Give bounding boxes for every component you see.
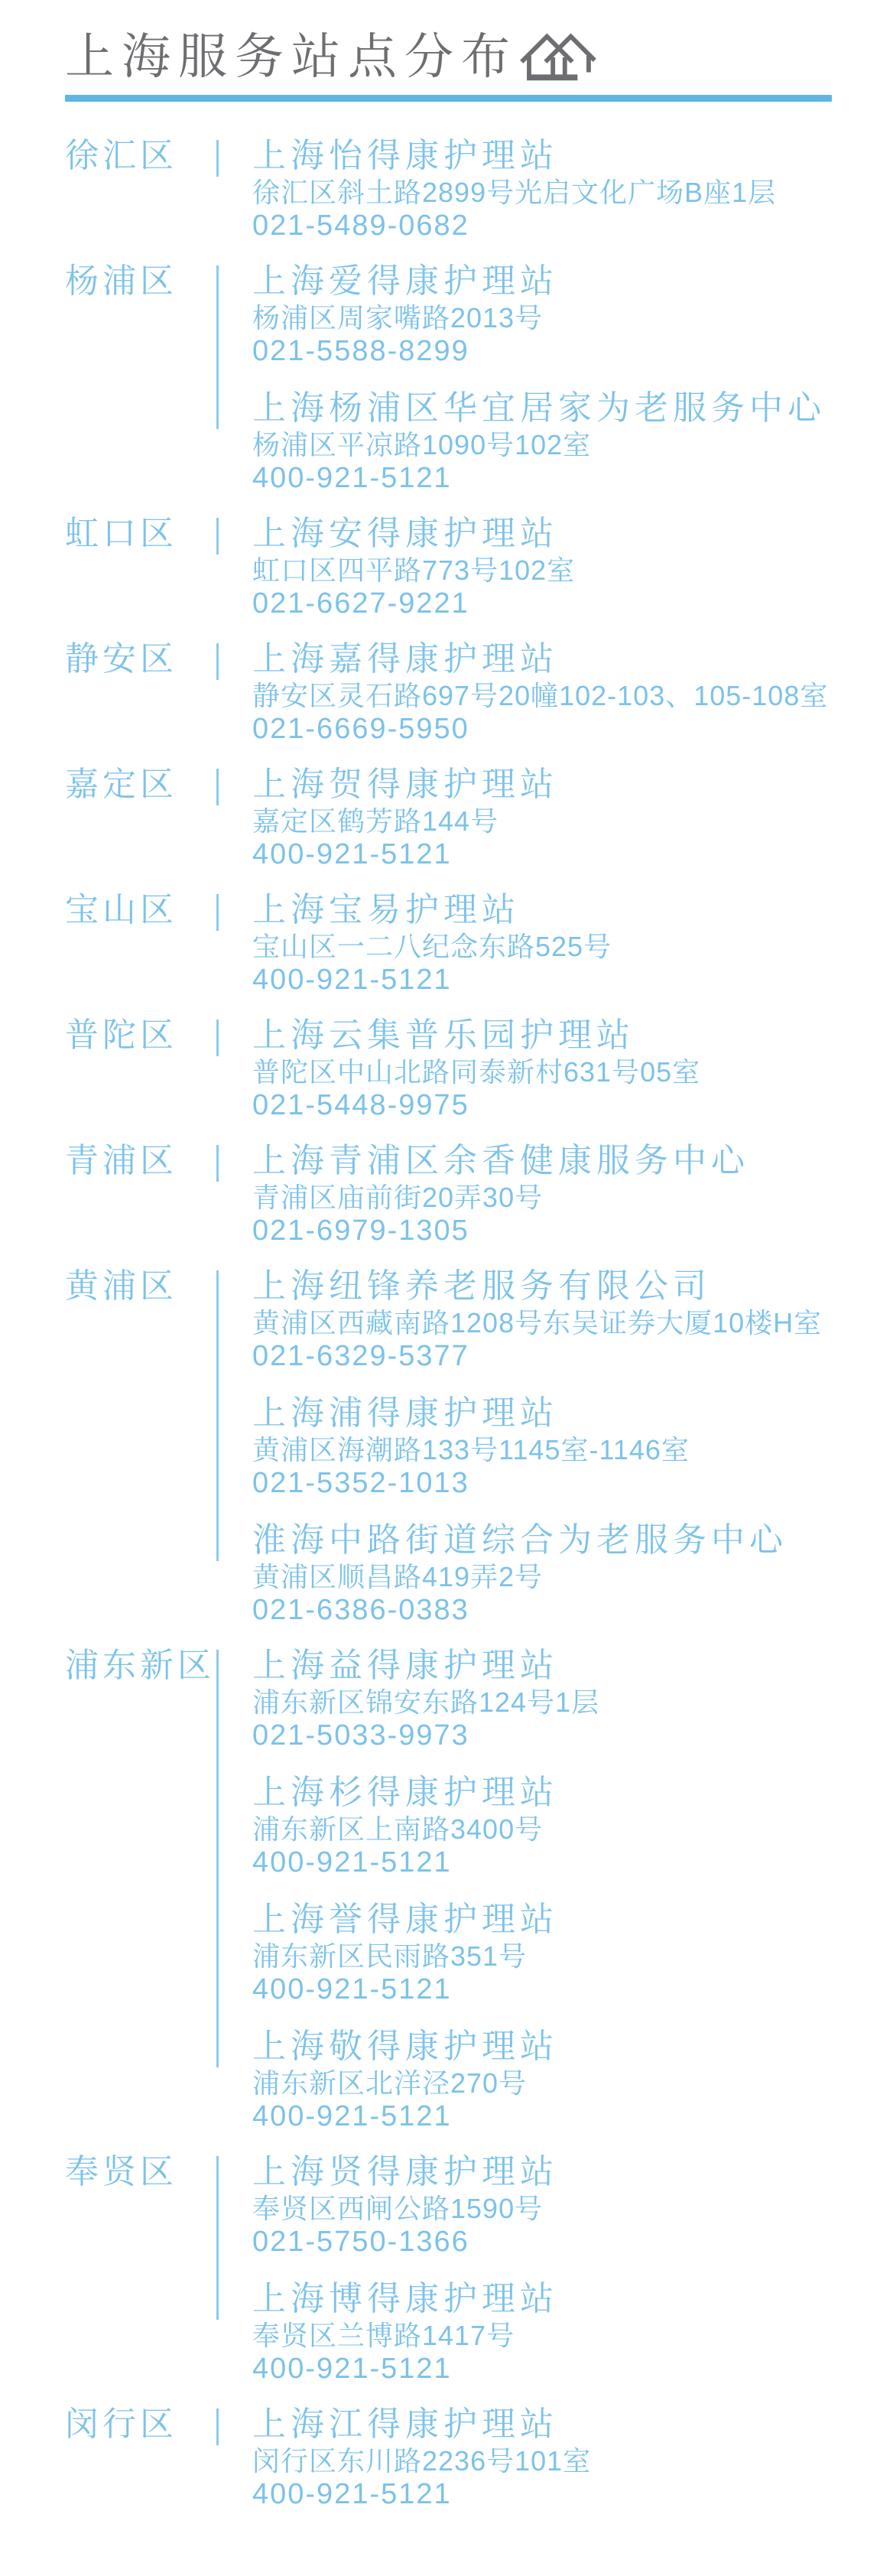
district-group: [65, 1647, 893, 2133]
district-group: [65, 1267, 893, 1627]
station-name: 上海怡得康护理站: [252, 137, 558, 174]
station-name: 上海杨浦区华宜居家为老服务中心: [252, 389, 826, 427]
station-name: 上海安得康护理站: [252, 515, 558, 552]
station-name: 上海江得康护理站: [252, 2405, 558, 2443]
district-group: [65, 2405, 893, 2511]
station-name: 上海嘉得康护理站: [252, 640, 558, 678]
station-phone: 021-5448-9975: [252, 1089, 469, 1121]
station-name: 上海宝易护理站: [252, 891, 520, 929]
station-phone: 400-921-5121: [252, 2353, 452, 2385]
district-label: 闵行区: [65, 2405, 177, 2443]
header: [65, 28, 893, 102]
district-stations: [216, 1016, 893, 1122]
station-phone: 021-5750-1366: [252, 2226, 469, 2258]
district-group: [65, 515, 893, 620]
station-address: 奉贤区西闸公路1590号: [252, 2193, 544, 2224]
district-group: [65, 137, 893, 242]
station-phone: 021-5588-8299: [252, 335, 469, 367]
station-phone: 021-5352-1013: [252, 1467, 469, 1499]
district-group: [65, 262, 893, 495]
station-phone: 021-5033-9973: [252, 1719, 469, 1751]
station-phone: 400-921-5121: [252, 2100, 452, 2132]
station-phone: 400-921-5121: [252, 1846, 452, 1878]
station-name: 上海浦得康护理站: [252, 1394, 558, 1432]
station-name: 上海贤得康护理站: [252, 2153, 558, 2191]
base-bar: [527, 74, 577, 80]
station-address: 浦东新区锦安东路124号1层: [252, 1686, 600, 1718]
district-group: [65, 640, 893, 746]
station-name: 上海杉得康护理站: [252, 1774, 558, 1811]
station-entry: [252, 1267, 893, 1373]
district-group: [65, 891, 893, 997]
station-address: 闵行区东川路2236号101室: [252, 2445, 592, 2477]
station-name: 上海贺得康护理站: [252, 766, 558, 803]
station-name: 上海云集普乐园护理站: [252, 1016, 635, 1054]
station-address: 杨浦区平凉路1090号102室: [252, 429, 592, 460]
district-stations: [216, 515, 893, 620]
title-row: [65, 28, 893, 83]
district-label: 奉贤区: [65, 2153, 177, 2191]
district-label: 徐汇区: [65, 137, 177, 174]
district-list: [65, 137, 893, 2511]
station-entry: [252, 1647, 893, 1752]
station-name: 上海益得康护理站: [252, 1647, 558, 1684]
station-address: 虹口区四平路773号102室: [252, 555, 576, 586]
station-entry: [252, 1521, 893, 1627]
district-stations: [216, 2153, 893, 2386]
station-phone: 400-921-5121: [252, 1973, 452, 2005]
station-entry: [252, 1774, 893, 1879]
district-stations: [216, 262, 893, 495]
station-address: 普陀区中山北路同泰新村631号05室: [252, 1056, 701, 1088]
district-stations: [216, 766, 893, 871]
station-entry: [252, 1901, 893, 2006]
district-label: 虹口区: [65, 515, 177, 552]
station-entry: [252, 766, 893, 871]
station-address: 黄浦区西藏南路1208号东吴证券大厦10楼H室: [252, 1307, 823, 1338]
station-address: 黄浦区顺昌路419弄2号: [252, 1561, 544, 1592]
station-address: 杨浦区周家嘴路2013号: [252, 302, 544, 333]
station-phone: 021-6329-5377: [252, 1340, 469, 1372]
station-name: 上海纽锋养老服务有限公司: [252, 1267, 711, 1305]
station-name: 淮海中路街道综合为老服务中心: [252, 1521, 787, 1559]
station-address: 黄浦区海潮路133号1145室-1146室: [252, 1434, 690, 1465]
district-stations: [216, 1267, 893, 1627]
station-entry: [252, 515, 893, 620]
district-label: 黄浦区: [65, 1267, 177, 1305]
station-entry: [252, 2280, 893, 2386]
district-group: [65, 766, 893, 871]
station-phone: 021-6669-5950: [252, 713, 469, 745]
station-phone: 021-6386-0383: [252, 1594, 469, 1626]
station-entry: [252, 1016, 893, 1122]
district-stations: [216, 1647, 893, 2133]
page-title: 上海服务站点分布: [65, 29, 518, 84]
district-group: [65, 2153, 893, 2386]
station-entry: [252, 891, 893, 997]
district-group: [65, 1142, 893, 1247]
station-phone: 400-921-5121: [252, 462, 452, 494]
station-entry: [252, 2153, 893, 2259]
station-name: 上海誉得康护理站: [252, 1901, 558, 1938]
station-address: 静安区灵石路697号20幢102-103、105-108室: [252, 680, 829, 711]
station-address: 徐汇区斜土路2899号光启文化广场B座1层: [252, 177, 777, 208]
station-address: 宝山区一二八纪念东路525号: [252, 931, 612, 962]
station-name: 上海爱得康护理站: [252, 262, 558, 300]
district-label: 静安区: [65, 640, 177, 678]
district-stations: [216, 2405, 893, 2511]
station-entry: [252, 137, 893, 242]
station-address: 嘉定区鹤芳路144号: [252, 805, 499, 837]
district-label: 普陀区: [65, 1016, 177, 1054]
station-entry: [252, 262, 893, 368]
district-stations: [216, 1142, 893, 1247]
station-address: 浦东新区上南路3400号: [252, 1813, 544, 1845]
station-name: 上海博得康护理站: [252, 2280, 558, 2317]
district-stations: [216, 891, 893, 997]
station-entry: [252, 2405, 893, 2511]
district-label: 宝山区: [65, 891, 177, 929]
houses-icon: [519, 28, 597, 86]
district-label: 杨浦区: [65, 262, 177, 300]
station-phone: 021-5489-0682: [252, 210, 469, 242]
district-stations: [216, 137, 893, 242]
district-stations: [216, 640, 893, 746]
title-underline: [65, 95, 832, 102]
station-entry: [252, 1142, 893, 1247]
station-address: 浦东新区北洋泾270号: [252, 2067, 528, 2099]
station-entry: [252, 389, 893, 495]
station-name: 上海敬得康护理站: [252, 2028, 558, 2065]
station-name: 上海青浦区余香健康服务中心: [252, 1142, 749, 1179]
station-entry: [252, 640, 893, 746]
station-phone: 400-921-5121: [252, 838, 452, 870]
district-label: 青浦区: [65, 1142, 177, 1179]
station-address: 浦东新区民雨路351号: [252, 1940, 528, 1972]
station-phone: 021-6979-1305: [252, 1215, 469, 1247]
station-address: 奉贤区兰博路1417号: [252, 2320, 515, 2351]
district-group: [65, 1016, 893, 1122]
station-address: 青浦区庙前街20弄30号: [252, 1182, 544, 1213]
station-phone: 400-921-5121: [252, 2478, 452, 2510]
station-phone: 021-6627-9221: [252, 587, 469, 620]
station-phone: 400-921-5121: [252, 964, 452, 996]
district-label: 嘉定区: [65, 766, 177, 803]
station-entry: [252, 1394, 893, 1500]
district-label: 浦东新区: [65, 1647, 215, 1684]
station-entry: [252, 2028, 893, 2133]
